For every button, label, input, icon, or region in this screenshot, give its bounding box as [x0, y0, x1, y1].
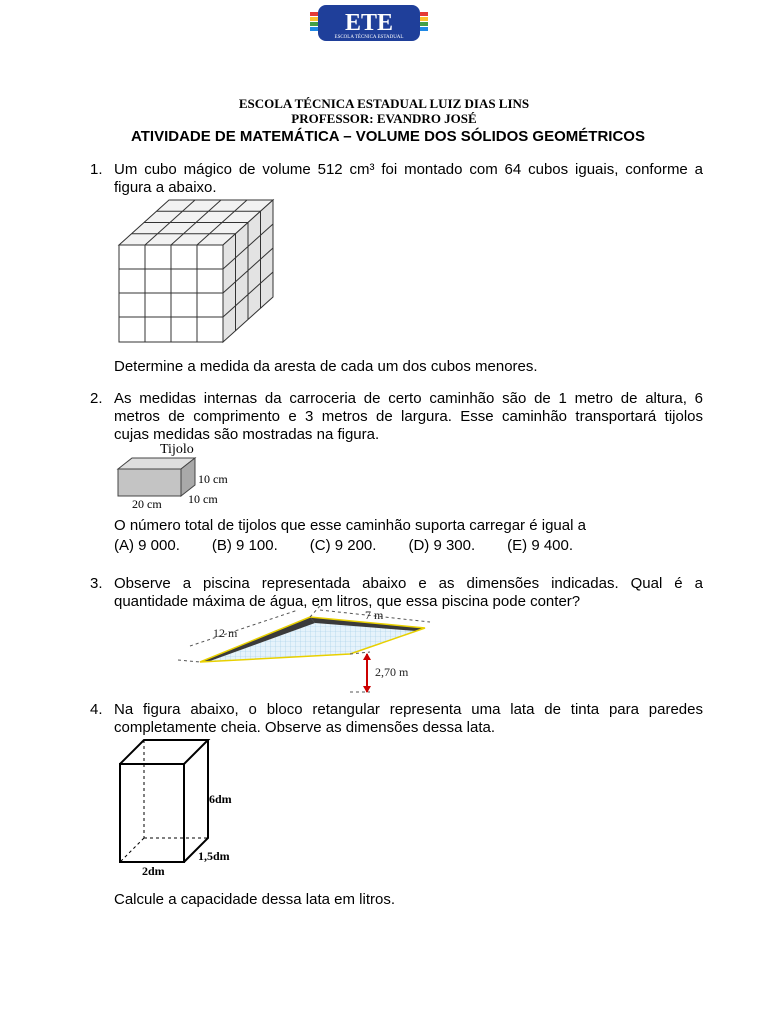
pool-width-label: 7 m: [365, 608, 384, 622]
question-2-line-2: metros de comprimento e 3 metros de largura. Esse caminhão transportará tijolos: [114, 408, 703, 425]
option-d: (D) 9 300.: [408, 537, 476, 554]
school-name: ESCOLA TÉCNICA ESTADUAL LUIZ DIAS LINS: [238, 96, 530, 111]
brick-figure: [112, 440, 252, 512]
brick-length-label: 20 cm: [132, 497, 162, 511]
pool-length-label: 12 m: [213, 626, 238, 640]
question-4-number: 4.: [90, 701, 103, 718]
question-3-line-2: quantidade máxima de água, em litros, que essa piscina pode conter?: [114, 593, 581, 610]
question-2-prompt: O número total de tijolos que esse caminhão suporta carregar é igual a: [114, 517, 586, 534]
question-1-number: 1.: [90, 161, 103, 178]
teacher-name: PROFESSOR: EVANDRO JOSÉ: [291, 111, 477, 126]
question-4-line-2: completamente cheia. Observe as dimensões dessa lata.: [114, 719, 496, 736]
question-2-number: 2.: [90, 390, 103, 407]
pool-figure: [170, 606, 440, 696]
can-width-label: 2dm: [142, 864, 165, 878]
question-3-line-1: Observe a piscina representada abaixo e as dimensões indicadas. Qual é a: [114, 575, 703, 592]
question-4-text: [114, 701, 703, 737]
brick-depth-label: 10 cm: [188, 492, 218, 506]
rubiks-cube-figure: [116, 196, 278, 346]
brick-title: Tijolo: [160, 442, 194, 457]
question-2-line-1: As medidas internas da carroceria de certo caminhão são de 1 metro de altura, 6: [114, 390, 703, 407]
logo-text: ETE: [344, 10, 394, 36]
question-1-prompt: Determine a medida da aresta de cada um dos cubos menores.: [114, 358, 538, 375]
question-2-line-3: cujas medidas são mostradas na figura.: [114, 426, 380, 443]
can-depth-label: 1,5dm: [198, 849, 230, 863]
question-4-line-1: Na figura abaixo, o bloco retangular representa uma lata de tinta para paredes: [114, 701, 703, 718]
can-height-label: 6dm: [209, 792, 232, 806]
logo-subtext: ESCOLA TÉCNICA ESTADUAL: [334, 35, 404, 40]
option-b: (B) 9 100.: [211, 537, 278, 554]
school-logo: [310, 4, 428, 42]
question-4-prompt: Calcule a capacidade dessa lata em litros.: [114, 891, 395, 908]
option-a: (A) 9 000.: [114, 537, 180, 554]
question-2-options: [114, 537, 573, 554]
question-1-line-2: figura a abaixo.: [114, 179, 217, 196]
option-c: (C) 9 200.: [309, 537, 377, 554]
pool-depth-label: 2,70 m: [375, 665, 409, 679]
question-1-line-1: Um cubo mágico de volume 512 cm³ foi montado com 64 cubos iguais, conforme a: [114, 161, 703, 178]
brick-height-label: 10 cm: [198, 472, 228, 486]
page-title: ATIVIDADE DE MATEMÁTICA – VOLUME DOS SÓLIDOS GEOMÉTRICOS: [131, 128, 645, 145]
paint-can-figure: [112, 736, 272, 880]
question-2-text: [114, 390, 703, 444]
question-1-text: [114, 161, 703, 197]
question-3-number: 3.: [90, 575, 103, 592]
option-e: (E) 9 400.: [507, 537, 574, 554]
